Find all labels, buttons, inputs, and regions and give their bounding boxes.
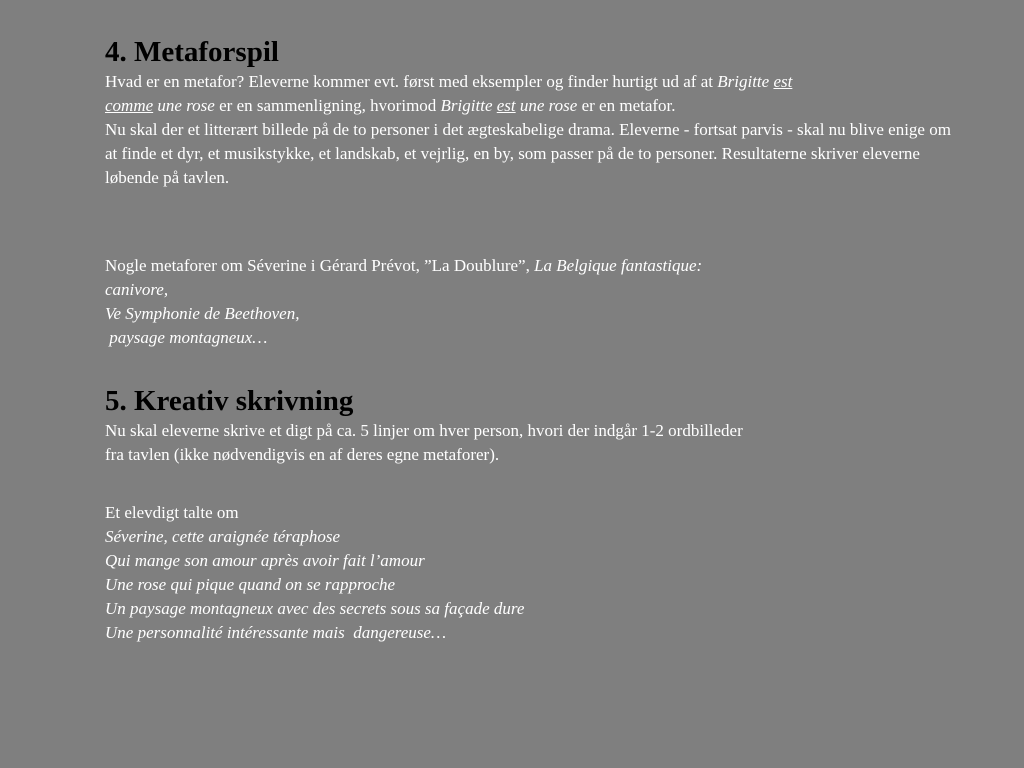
creative-writing-paragraph (105, 419, 965, 467)
section-5 (105, 385, 965, 467)
text-run: er en sammenligning, hvorimod (214, 96, 441, 115)
section-4-heading: 4. Metaforspil (105, 36, 279, 68)
underlined-est: est (773, 72, 793, 91)
metaphor-item: paysage montagneux… (105, 328, 268, 347)
poem-line: Séverine, cette araignée téraphose (105, 527, 341, 546)
paragraph-line: Nu skal eleverne skrive et digt på ca. 5 linjer om hver person, hvori der indgår 1-2 ordbilleder (105, 421, 743, 440)
underlined-est: est (496, 96, 516, 115)
poem-intro: Et elevdigt talte om (105, 503, 239, 522)
poem-line: Une rose qui pique quand on se rapproche (105, 575, 396, 594)
text-run: Hvad er en metafor? Eleverne kommer evt. først med eksempler og finder hurtigt ud af at (105, 72, 718, 91)
italic-brigitte: Brigitte (717, 72, 770, 91)
metaphors-intro (105, 254, 965, 278)
student-poem (105, 501, 965, 645)
underlined-comme: comme (105, 96, 154, 115)
metaphor-item: Ve Symphonie de Beethoven, (105, 304, 300, 323)
metaphors-list (105, 254, 965, 350)
italic-une-rose: une rose (515, 96, 578, 115)
metaphors-intro-text: Nogle metaforer om Séverine i Gérard Prévot, ”La Doublure”, (105, 256, 535, 275)
text-run: er en metafor. (577, 96, 676, 115)
section-5-heading: 5. Kreativ skrivning (105, 385, 354, 417)
poem-line: Qui mange son amour après avoir fait l’amour (105, 551, 425, 570)
poem-line: Un paysage montagneux avec des secrets sous sa façade dure (105, 599, 525, 618)
book-title: La Belgique fantastique: (534, 256, 703, 275)
italic-une-rose: une rose (153, 96, 215, 115)
paragraph-line: fra tavlen (ikke nødvendigvis en af deres egne metaforer). (105, 445, 500, 464)
italic-brigitte: Brigitte (440, 96, 493, 115)
literary-image-paragraph: Nu skal der et litterært billede på de to personer i det ægteskabelige drama. Eleverne - fortsat parvis - skal nu blive enige om at finde et dyr, et musikstykke, et landskab, et vejrlig, en by, som passer på de to personer. Resultaterne skriver eleverne løbende på tavlen. (105, 120, 951, 187)
poem-line: Une personnalité intéressante mais dangereuse… (105, 623, 447, 642)
section-4 (105, 36, 965, 190)
metaphor-item: canivore, (105, 280, 169, 299)
metaphor-explanation-paragraph (105, 70, 965, 118)
